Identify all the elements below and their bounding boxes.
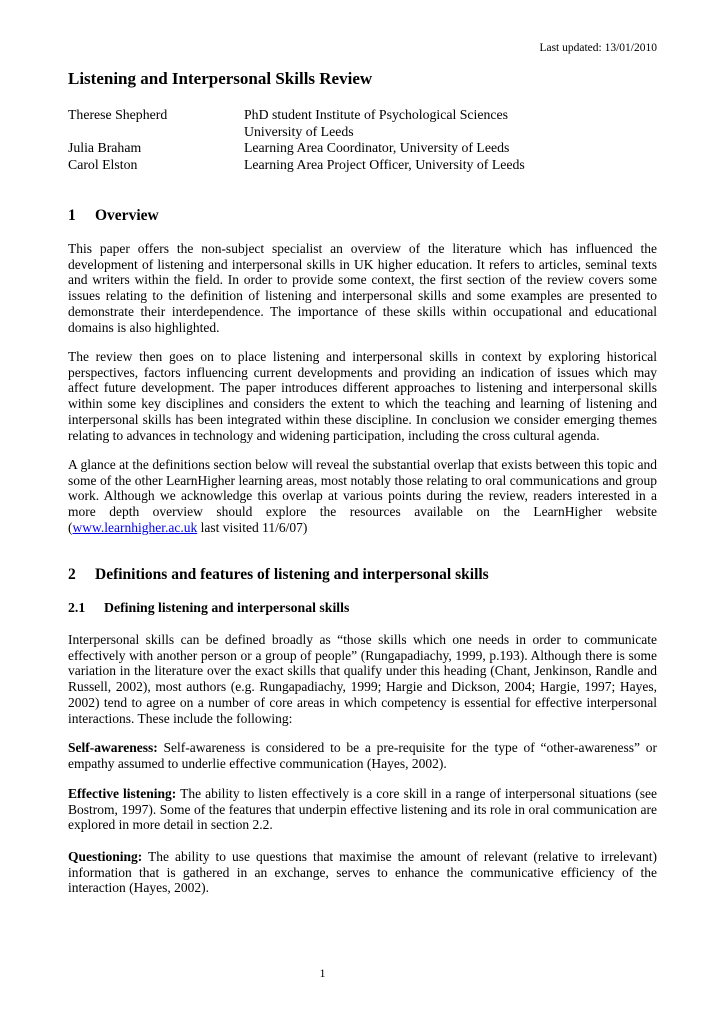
subsection-2-1-heading: [68, 600, 349, 616]
subsection-title: Defining listening and interpersonal skills: [104, 600, 350, 615]
skill-term: Self-awareness:: [68, 740, 158, 755]
author-affiliation: Learning Area Coordinator, University of Leeds: [244, 140, 510, 156]
skill-description: Self-awareness is considered to be a pre-requisite for the type of “other-awareness” or empathy assumed to underlie effective communication (Hayes, 2002).: [68, 740, 657, 771]
paragraph-text: last visited 11/6/07): [197, 519, 308, 535]
skill-item-questioning: [68, 849, 657, 896]
section-title: Definitions and features of listening and interpersonal skills: [95, 566, 489, 583]
overview-paragraph-2: The review then goes on to place listening and interpersonal skills in context by exploring historical perspectives, factors influencing current developments and providing an indication of issues which may affect future development. The paper introduces different approaches to listening and interpersonal skills within some key disciplines and considers the extent to which the teaching and learning of listening and interpersonal skills has been integrated within these discipline. In conclusion we consider emerging themes relating to advances in technology and widening participation, including the cross cultural agenda.: [68, 349, 657, 443]
author-name: Carol Elston: [68, 157, 138, 173]
author-row: [68, 124, 668, 141]
document-title: Listening and Interpersonal Skills Review: [68, 69, 373, 88]
author-affiliation: University of Leeds: [244, 123, 354, 139]
author-name: Julia Braham: [68, 140, 142, 156]
author-row: [68, 157, 668, 174]
overview-paragraph-3: [68, 457, 657, 536]
skill-term: Effective listening:: [68, 786, 177, 801]
section-number: 1: [68, 207, 76, 224]
page-number: 1: [319, 966, 326, 980]
author-list: [68, 107, 668, 174]
paragraph-text: A glance at the definitions section below will reveal the substantial overlap that exists between this topic and some of the other LearnHigher learning areas, most notably those relating to oral communications and group work. Although we acknowledge this overlap at various points during the review, readers interested in a more depth overview should explore the resources available on the LearnHigher website (: [68, 457, 657, 535]
author-affiliation: PhD student Institute of Psychological Sciences: [244, 107, 509, 122]
skill-description: The ability to listen effectively is a core skill in a range of interpersonal situations (see Bostrom, 1997). Some of the features that underpin effective listening and its role in oral communication are explored in more detail in section 2.2.: [68, 786, 657, 833]
author-row: [68, 140, 668, 157]
author-affiliation: Learning Area Project Officer, University of Leeds: [244, 157, 525, 173]
skill-item-self-awareness: [68, 740, 657, 771]
last-updated-label: Last updated: 13/01/2010: [539, 42, 657, 54]
skill-item-effective-listening: [68, 786, 657, 833]
author-row: [68, 107, 668, 124]
learnhigher-website-link[interactable]: www.learnhigher.ac.uk: [72, 519, 198, 535]
author-name: [68, 124, 244, 141]
section-title: Overview: [95, 207, 159, 224]
section-1-heading: [68, 207, 159, 225]
definitions-paragraph: Interpersonal skills can be defined broadly as “those skills which one needs in order to communicate effectively with another person or a group of people” (Rungapadiachy, 1999, p.193). Although there is some variation in the literature over the exact skills that qualify under this heading (Chant, Jenkinson, Randle and Russell, 2002), most authors (e.g. Rungapadiachy, 1999; Hargie and Dickson, 2004; Hargie, 1997; Hayes, 2002) tend to agree on a number of core areas in which competency is essential for effective interpersonal interactions. These include the following:: [68, 632, 657, 726]
skill-term: Questioning:: [68, 849, 143, 864]
section-number: 2: [68, 566, 76, 583]
subsection-number: 2.1: [68, 600, 86, 615]
skill-description: The ability to use questions that maximise the amount of relevant (relative to irrelevant) information that is gathered in an exchange, serves to enhance the communicative efficiency of the interaction (Hayes, 2002).: [68, 849, 657, 896]
overview-paragraph-1: This paper offers the non-subject specialist an overview of the literature which has influenced the development of listening and interpersonal skills in UK higher education. It refers to articles, seminal texts and writers within the field. In order to provide some context, the first section of the review covers some issues relating to the definition of listening and interpersonal skills and some examples are presented to demonstrate their interdependence. The importance of these skills within occupational and educational domains is also highlighted.: [68, 241, 657, 335]
section-2-heading: [68, 566, 489, 584]
author-name: Therese Shepherd: [68, 107, 168, 122]
